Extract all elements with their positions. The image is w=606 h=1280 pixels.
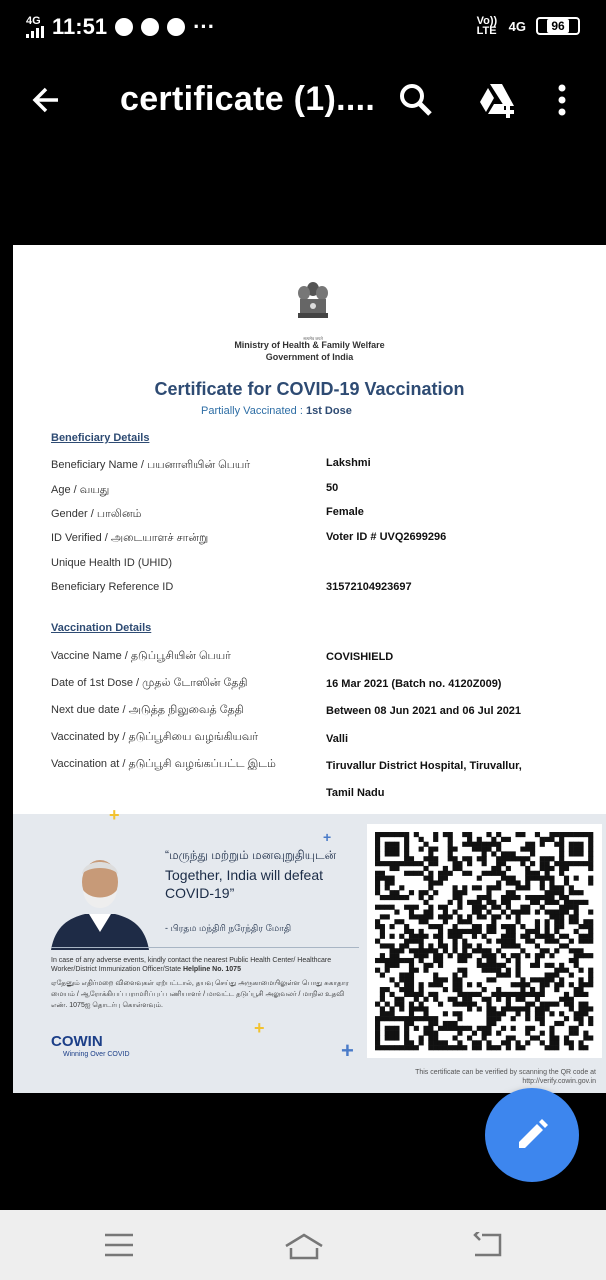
battery-level: 96 xyxy=(547,19,568,33)
network-type-right: 4G xyxy=(508,18,526,34)
signal-bars-icon xyxy=(26,26,44,38)
beneficiary-value: 31572104923697 xyxy=(326,581,412,593)
helpline-body: In case of any adverse events, kindly contact the nearest Public Health Center/ Healthcare Worker/District Immunization Officer/State xyxy=(51,957,332,973)
vaccination-label: Vaccinated by / தடுப்பூசியை வழங்கியவர் xyxy=(51,731,259,743)
beneficiary-label: Beneficiary Reference ID xyxy=(51,581,174,593)
status-right xyxy=(477,16,580,36)
signal-indicator xyxy=(26,16,44,38)
network-type-left: 4G xyxy=(26,15,41,27)
beneficiary-value: 50 xyxy=(326,482,339,494)
ministry-name xyxy=(13,339,606,363)
vaccination-status xyxy=(201,405,352,417)
message-icon xyxy=(141,18,159,36)
ministry-line: Ministry of Health & Family Welfare xyxy=(234,340,385,350)
status-left xyxy=(26,14,215,40)
national-emblem xyxy=(296,279,330,342)
vaccination-value: Valli xyxy=(326,733,349,745)
dose-status: 1st Dose xyxy=(305,405,352,417)
beneficiary-label: Beneficiary Name / பயனாளியின் பெயர் xyxy=(51,459,251,471)
beneficiary-label: Unique Health ID (UHID) xyxy=(51,557,173,569)
beneficiary-value: Voter ID # UVQ2699296 xyxy=(326,531,447,543)
beneficiary-label: Age / வயது xyxy=(51,484,110,496)
vaccination-value: Between 08 Jun 2021 and 06 Jul 2021 xyxy=(326,705,522,717)
government-line: Government of India xyxy=(265,352,354,362)
search-icon[interactable] xyxy=(398,82,434,123)
helpline-text xyxy=(51,956,351,974)
vaccination-label: Date of 1st Dose / முதல் டோஸின் தேதி xyxy=(51,677,248,689)
emblem-caption: सत्यमेव जयते xyxy=(303,336,323,341)
certificate-document[interactable] xyxy=(13,245,606,1093)
home-icon[interactable] xyxy=(284,1232,324,1265)
quote-attribution: - பிரதம மந்திரி நரேந்திர மோதி xyxy=(165,923,292,933)
system-nav-bar xyxy=(0,1210,606,1280)
status-bar xyxy=(0,0,606,56)
plus-decoration-icon: + xyxy=(254,1018,265,1038)
battery-icon xyxy=(536,17,580,35)
more-vert-icon[interactable] xyxy=(556,84,568,121)
edit-fab-button[interactable] xyxy=(485,1088,579,1182)
vaccination-label: Next due date / அடுத்த நிலுவைத் தேதி xyxy=(51,704,244,716)
back-icon[interactable] xyxy=(472,1232,502,1263)
add-to-drive-icon[interactable] xyxy=(478,82,518,123)
vaccination-value: COVISHIELD xyxy=(326,651,394,663)
quote-english: Together, India will defeat COVID-19” xyxy=(165,867,323,901)
qr-verification-note: This certificate can be verified by scanning the QR code at http://verify.cowin.gov.in xyxy=(415,1069,596,1085)
qr-code xyxy=(367,824,602,1058)
vaccination-heading: Vaccination Details xyxy=(51,622,152,634)
back-arrow-icon[interactable] xyxy=(30,84,62,121)
beneficiary-value: Female xyxy=(326,506,364,518)
more-notifications-icon: ··· xyxy=(193,14,216,39)
beneficiary-label: Gender / பாலினம் xyxy=(51,508,142,520)
clock: 11:51 xyxy=(52,14,108,39)
beneficiary-heading: Beneficiary Details xyxy=(51,432,150,444)
plus-decoration-icon: + xyxy=(323,829,332,845)
status-prefix: Partially Vaccinated : xyxy=(201,405,306,417)
prime-minister-portrait xyxy=(51,854,149,955)
vaccination-value: 16 Mar 2021 (Batch no. 4120Z009) xyxy=(326,678,502,690)
app-toolbar xyxy=(0,60,606,146)
beneficiary-value: Lakshmi xyxy=(326,457,371,469)
plus-decoration-icon: + xyxy=(109,805,120,825)
whatsapp-icon xyxy=(115,18,133,36)
vaccination-label: Vaccination at / தடுப்பூசி வழங்கப்பட்ட இடம் xyxy=(51,758,276,770)
menu-icon[interactable] xyxy=(104,1232,134,1263)
plus-decoration-icon: + xyxy=(341,1038,354,1063)
beneficiary-label: ID Verified / அடையாளச் சான்று xyxy=(51,532,209,544)
quote-block xyxy=(165,848,365,902)
vaccination-value-line2: Tamil Nadu xyxy=(326,787,385,799)
document-title: certificate (1).... xyxy=(120,80,376,118)
divider xyxy=(51,947,359,948)
cowin-logo: COWIN xyxy=(51,1033,103,1050)
message-panel xyxy=(13,805,606,1093)
vaccination-label: Vaccine Name / தடுப்பூசியின் பெயர் xyxy=(51,650,231,662)
certificate-title: Certificate for COVID-19 Vaccination xyxy=(154,379,465,399)
edit-pencil-icon xyxy=(515,1118,549,1152)
vaccination-value: Tiruvallur District Hospital, Tiruvallur, xyxy=(326,760,522,772)
quote-tamil: “மருந்து மற்றும் மனவுறுதியுடன் xyxy=(165,848,337,862)
helpline-number: Helpline No. 1075 xyxy=(183,966,241,973)
cowin-tagline: Winning Over COVID xyxy=(63,1051,130,1058)
helpline-text-tamil: ஏதேனும் எதிர்மறை விளைவுகள் ஏற்பட்டால், தயவு செய்து அருகாமையிலுள்ள பொது சுகாதார மையம் / ஆரோக்கியப் பராமரிப்புப் பணியாளர் / மாவட்ட தடுப்பூசி அலுவலர் / மாநில உதவி எண். 1075ஐ தொடர்பு கொள்ளவும். xyxy=(51,980,349,1009)
volte-indicator: Vo)) LTE xyxy=(476,15,498,37)
navigation-icon xyxy=(167,18,185,36)
